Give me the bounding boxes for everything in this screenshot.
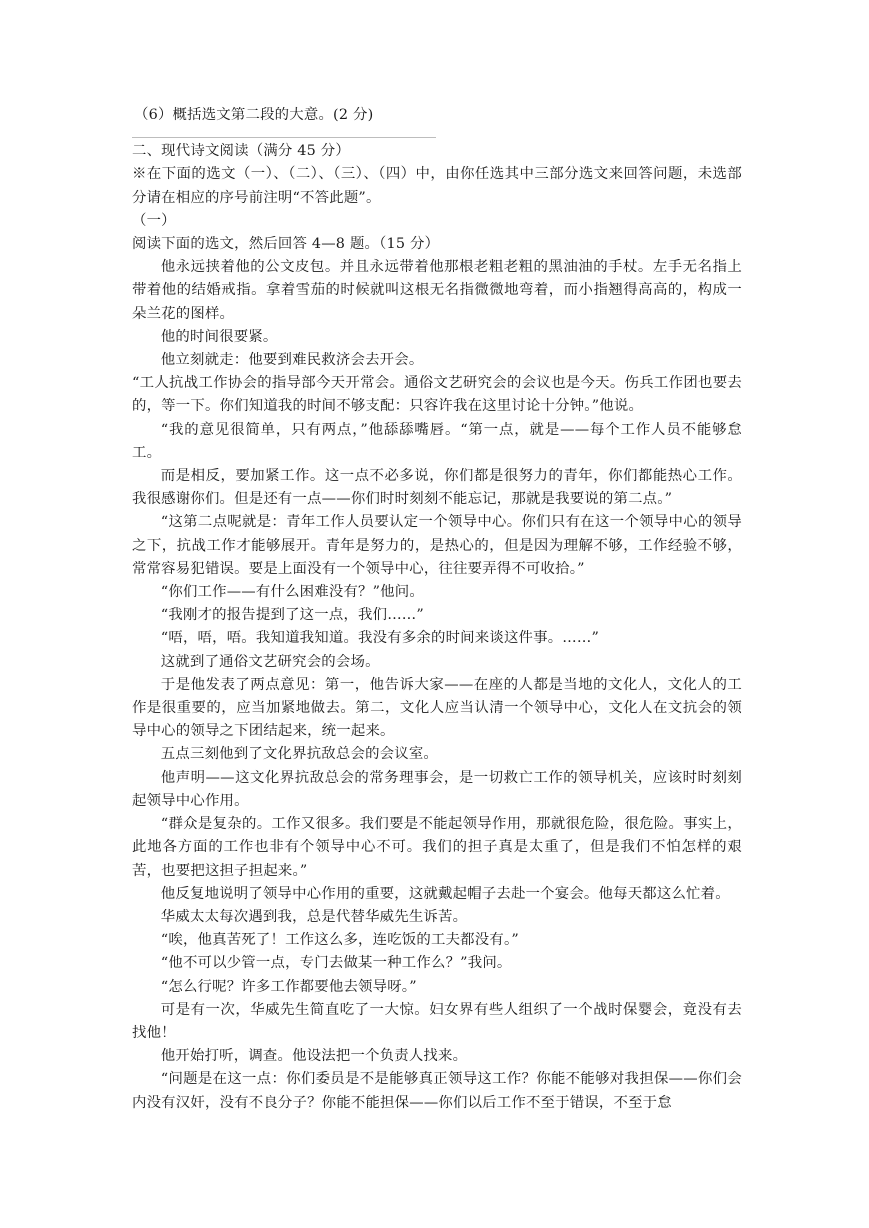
passage-paragraph: “唉，他真苦死了！工作这么多，连吃饭的工夫都没有。”	[160, 932, 519, 949]
passage-paragraph: 于是他发表了两点意见：第一，他告诉大家——在座的人都是当地的文化人，文化人的工作是很重要的，应当加紧地做去。第二，文化人应当认清一个领导中心，文化人在文抗会的领导中心的领导之下团结起来，统一起来。	[132, 676, 742, 740]
passage-paragraph: “他不可以少管一点，专门去做某一种工作么？”我问。	[160, 955, 512, 972]
passage-paragraph: “怎么行呢？许多工作都要他去领导呀。”	[160, 978, 417, 995]
reading-passage	[132, 256, 742, 1115]
section-title: 二、现代诗文阅读（满分 45 分）	[132, 143, 350, 160]
passage-paragraph: “群众是复杂的。工作又很多。我们要是不能起领导作用，那就很危险，很危险。事实上，此地各方面的工作也非有个领导中心不可。我们的担子真是太重了，但是我们不怕怎样的艰苦，也要把这担子担起来。”	[132, 816, 742, 879]
passage-paragraph: “我刚才的报告提到了这一点，我们……”	[160, 607, 424, 624]
passage-paragraph: “我的意见很简单，只有两点，”他舔舔嘴唇。“第一点，就是——每个工作人员不能够怠工。	[132, 421, 742, 461]
passage-paragraph: 他永远挟着他的公文皮包。并且永远带着他那根老粗老粗的黑油油的手杖。左手无名指上带着他的结婚戒指。拿着雪茄的时候就叫这根无名指微微地弯着，而小指翘得高高的，构成一朵兰花的图样。	[132, 259, 742, 322]
passage-paragraph: “问题是在这一点：你们委员是不是能够真正领导这工作？你能不能够对我担保——你们会内没有汉奸，没有不良分子？你能不能担保——你们以后工作不至于错误，不至于怠	[132, 1071, 742, 1111]
passage-paragraph: 他反复地说明了领导中心作用的重要，这就戴起帽子去赴一个宴会。他每天都这么忙着。	[160, 885, 730, 902]
passage-paragraph: 华威太太每次遇到我，总是代替华威先生诉苦。	[160, 908, 468, 925]
part-intro: 阅读下面的选文，然后回答 4—8 题。（15 分）	[132, 236, 440, 253]
passage-paragraph: “唔，唔，唔。我知道我知道。我没有多余的时间来谈这件事。……”	[160, 630, 600, 647]
section-instruction: ※在下面的选文（一）、（二）、（三）、（四）中，由你任选其中三部分选文来回答问题，未选部分请在相应的序号前注明“不答此题”。	[132, 166, 742, 206]
passage-paragraph: “这第二点呢就是：青年工作人员要认定一个领导中心。你们只有在这一个领导中心的领导之下，抗战工作才能够展开。青年是努力的，是热心的，但是因为理解不够，工作经验不够，常常容易犯错误。要是上面没有一个领导中心，往往要弄得不可收拾。”	[132, 514, 742, 577]
passage-paragraph: 这就到了通俗文艺研究会的会场。	[160, 653, 380, 670]
part-label: （一）	[132, 212, 176, 229]
passage-paragraph: 他立刻就走：他要到难民救济会去开会。	[160, 352, 424, 369]
passage-paragraph: 他的时间很要紧。	[160, 328, 278, 345]
passage-paragraph: “你们工作——有什么困难没有？”他问。	[160, 584, 424, 601]
question-6: （6）概括选文第二段的大意。(2 分)	[134, 107, 374, 123]
passage-paragraph: 可是有一次，华威先生简直吃了一大惊。妇女界有些人组织了一个战时保婴会，竟没有去找他！	[132, 1001, 742, 1041]
document-page	[132, 104, 742, 1115]
passage-paragraph: 而是相反，要加紧工作。这一点不必多说，你们都是很努力的青年，你们都能热心工作。我很感谢你们。但是还有一点——你们时时刻刻不能忘记，那就是我要说的第二点。”	[132, 468, 742, 508]
passage-paragraph: 他开始打听，调查。他设法把一个负责人找来。	[160, 1048, 468, 1065]
passage-paragraph: “工人抗战工作协会的指导部今天开常会。通俗文艺研究会的会议也是今天。伤兵工作团也要去的，等一下。你们知道我的时间不够支配：只容许我在这里讨论十分钟。”他说。	[132, 375, 742, 415]
passage-paragraph: 他声明——这文化界抗敌总会的常务理事会，是一切救亡工作的领导机关，应该时时刻刻起领导中心作用。	[132, 769, 742, 809]
passage-paragraph: 五点三刻他到了文化界抗敌总会的会议室。	[160, 746, 439, 763]
section-divider	[132, 137, 436, 138]
